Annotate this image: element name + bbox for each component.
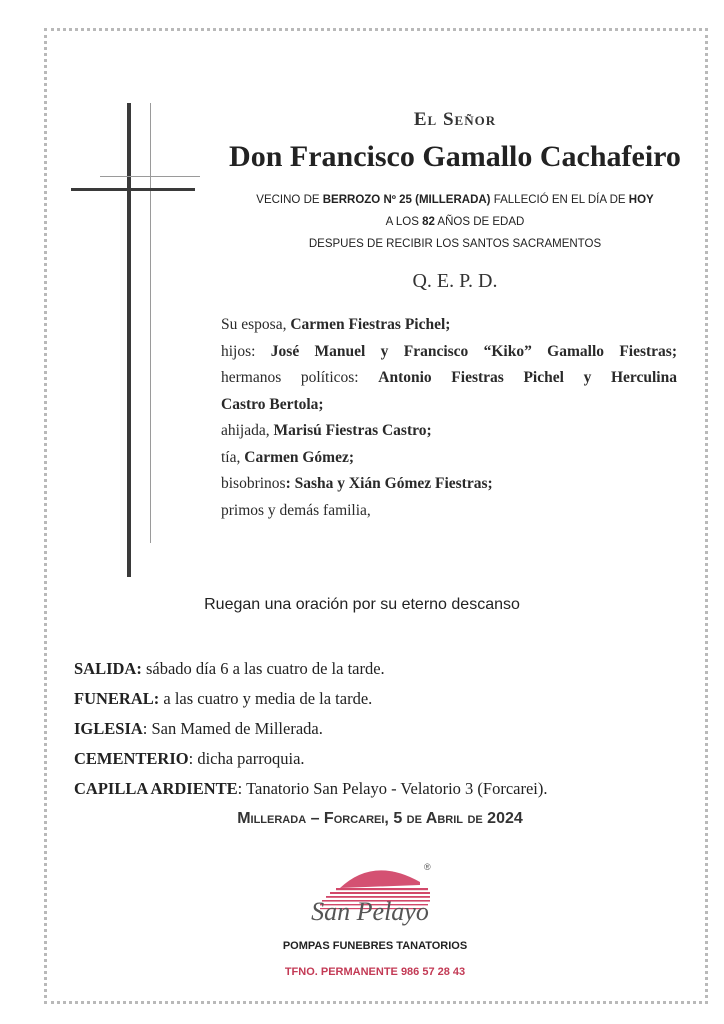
phone-number: TFNO. PERMANENTE 986 57 28 43 [284, 966, 466, 978]
sacraments-line: DESPUES DE RECIBIR LOS SANTOS SACRAMENTOS [308, 238, 602, 250]
detail-salida: SALIDA: sábado día 6 a las cuatro de la tarde. [74, 659, 385, 678]
detail-capilla: CAPILLA ARDIENTE: Tanatorio San Pelayo - Velatorio 3 (Forcarei). [74, 779, 548, 798]
sunset-logo-icon [300, 858, 440, 928]
family-hijos: hijos: José Manuel y Francisco “Kiko” Gamallo Fiestras; [221, 342, 677, 360]
svg-text:®: ® [424, 862, 431, 872]
detail-iglesia: IGLESIA: San Mamed de Millerada. [74, 719, 323, 738]
family-hermanos: hermanos políticos: Antonio Fiestras Pichel y Herculina [221, 369, 677, 386]
family-list [221, 312, 677, 524]
detail-cementerio: CEMENTERIO: dicha parroquia. [74, 749, 305, 768]
logo-text: San Pelayo [311, 897, 429, 926]
family-tia: tía, Carmen Gómez; [221, 448, 354, 466]
family-hermanos-cont: Castro Bertola; [221, 395, 324, 413]
family-ahijada: ahijada, Marisú Fiestras Castro; [221, 422, 432, 439]
family-esposa: Su esposa, Carmen Fiestras Pichel; [221, 316, 451, 333]
deceased-name: Don Francisco Gamallo Cachafeiro [229, 140, 681, 173]
prayer-line: Ruegan una oración por su eterno descanso [204, 596, 520, 613]
age-line: A LOS 82 AÑOS DE EDAD [385, 216, 525, 228]
ceremony-details [74, 654, 694, 804]
family-primos: primos y demás familia, [221, 501, 371, 519]
title: El Señor [413, 109, 497, 130]
family-bisobrinos: bisobrinos: Sasha y Xián Gómez Fiestras; [221, 475, 493, 492]
residence-line: VECINO DE BERROZO Nº 25 (MILLERADA) FALLECIÓ EN EL DÍA DE HOY [256, 194, 654, 206]
company-name: POMPAS FUNEBRES TANATORIOS [282, 940, 468, 952]
place-date: Millerada – Forcarei, 5 de Abril de 2024 [237, 810, 523, 827]
qepd: Q. E. P. D. [412, 270, 498, 292]
detail-funeral: FUNERAL: a las cuatro y media de la tarde. [74, 689, 373, 708]
